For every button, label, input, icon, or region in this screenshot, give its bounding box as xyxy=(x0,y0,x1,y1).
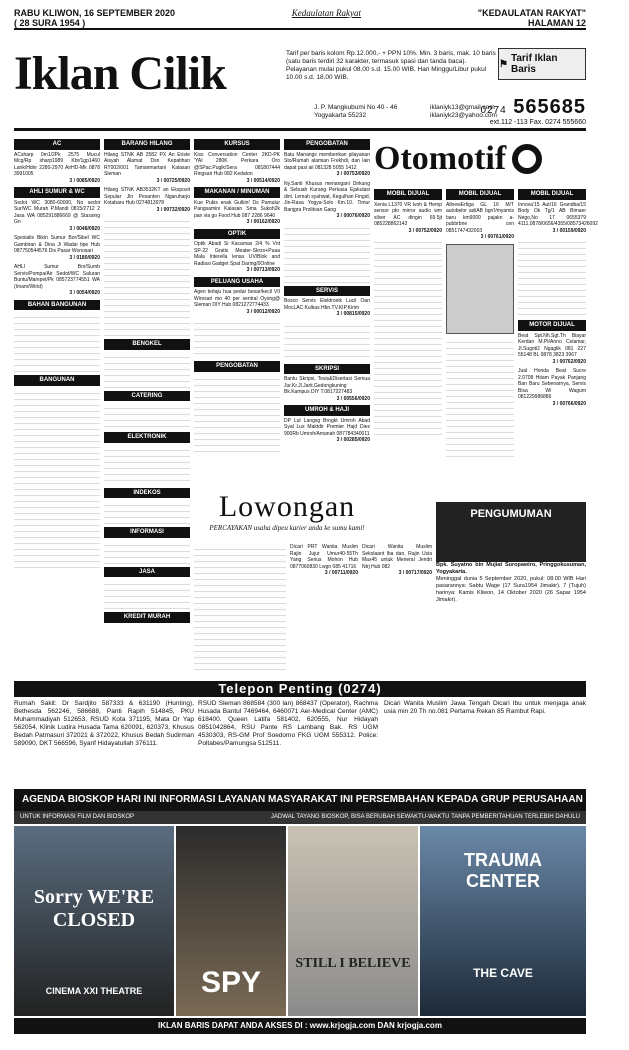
ad-filler xyxy=(194,544,286,670)
page-number: HALAMAN 12 xyxy=(527,18,586,28)
lowongan-column-2 xyxy=(362,544,432,676)
film-info-left: UNTUK INFORMASI FILM DAN BIOSKOP xyxy=(20,814,135,820)
section-mobil-dijual-3: MOBIL DIJUAL xyxy=(518,189,586,200)
column-7 xyxy=(518,186,598,486)
newspaper-header xyxy=(14,8,586,26)
ad-item xyxy=(194,289,280,315)
ad-text: Agen terlaju hua pedar besar/kecil VII Wirosari mo 40 per sentral Oyong@ Sleman DIY Hub 0821272774433 xyxy=(194,289,280,308)
ad-item xyxy=(14,235,100,261)
poster-trauma-center[interactable] xyxy=(420,826,586,1016)
ad-text: Innova'15 Aut/16 Grandba/15 Body Ok Tg/1 AB Bimaer Nego,No 17 0655379 4111,0878/0656/4355/08573426092 xyxy=(518,201,598,227)
ad-code: 3 / 00514/0920 xyxy=(246,177,280,184)
ad-item xyxy=(104,152,190,185)
ad-code: 3 / 00752/0920 xyxy=(408,227,442,234)
ad-code: 3 / 00159/0920 xyxy=(552,227,586,234)
section-informasi: INFORMASI xyxy=(104,527,190,538)
header-rule xyxy=(14,28,586,30)
tarif-badge xyxy=(498,48,586,80)
column-2 xyxy=(104,136,190,676)
poster-title: TRAUMA CENTER xyxy=(464,850,542,891)
email-2[interactable]: iklaniyk23@yahoo.com xyxy=(430,112,497,119)
section-catering: CATERING xyxy=(104,391,190,402)
ad-filler xyxy=(374,237,442,437)
tag-icon: ⚑ xyxy=(499,58,508,70)
pengumuman-body xyxy=(436,562,586,670)
ad-text: Kiss Conversation Center 2KD-PK 'YAI 280K Perkara Oro @SPac.Pugik/Sera 081807444 Ringsari Hub 082 Kedaton xyxy=(194,151,280,177)
section-makanan: MAKANAN / MINUMAN xyxy=(194,187,280,198)
tarif-text: Tarif per baris kolom Rp.12.000,- + PPN 10%. Min. 3 baris, mak. 10 baris (satu baris terdiri 32 karakter, termasuk spasi dan tanda baca). Pelayanan mulai pukul 08.00 s.d. 15.00 WIB. Hari Minggu/Libur pukul 10.00 s.d. 18.00 WIB. xyxy=(286,50,496,81)
ad-code: 3 / 0054/0920 xyxy=(69,290,100,296)
column-4 xyxy=(284,136,370,486)
address-block xyxy=(314,104,397,120)
ad-code: 3 / 00012/0920 xyxy=(246,308,280,315)
pengumuman-banner xyxy=(436,502,586,562)
ad-filler xyxy=(518,237,586,317)
phone-number: 565685 xyxy=(513,96,586,118)
phone-ext: ext.112 -113 Fax. 0274 555660 xyxy=(489,119,586,126)
ad-item xyxy=(518,368,586,407)
ad-text: Dicari PRT Wanita Muslim Rajin Jujur Umur40-55Th Yang Serius Mohon Hub 0877060830 Lwgn 085 41716 xyxy=(290,544,358,570)
lowongan-header xyxy=(186,490,388,538)
ad-code: 3 / 00285/0920 xyxy=(336,437,370,443)
section-barang-hilang: BARANG HILANG xyxy=(104,139,190,150)
section-pengobatan-2: PENGOBATAN xyxy=(194,361,280,372)
poster-title: Sorry WE'RE CLOSED xyxy=(33,886,155,931)
section-title: Iklan Cilik xyxy=(14,47,226,100)
section-bengkel: BENGKEL xyxy=(104,339,190,350)
ad-code: 3 / 00761/0920 xyxy=(480,234,514,240)
ad-code: 3 / 00717/0920 xyxy=(398,570,432,576)
ad-text: Hilang STNK AB 2582 PX An Eriste Aisyah Alamat Dsn Kepatihan RT002/001 Tamanmartani Kalasan Sleman xyxy=(104,151,190,177)
section-elektronik: ELEKTRONIK xyxy=(104,432,190,443)
lowongan-subtitle: PERCAYAKAN usaha dipeu karier anda ke sumu kami! xyxy=(209,524,365,532)
ad-filler xyxy=(284,223,370,283)
ad-text: Batu Manangs memberikan pilayanan Sto/Rumah alamian Frekhdi, dan lain dapat pasi ail 081328 5055 1412 xyxy=(284,151,370,171)
section-servis: SERVIS xyxy=(284,286,370,297)
ad-filler xyxy=(284,321,370,361)
deceased-name: Bpk. Suyatno bin Mujiat Suropawiro, Pringgokusuman, Yogyakarta. xyxy=(436,562,586,575)
section-motor-dijual: MOTOR DIJUAL xyxy=(518,320,586,331)
ad-code: 3 / 0180/0920 xyxy=(69,254,100,261)
city-line: Yogyakarta 55232 xyxy=(314,112,367,119)
ad-filler xyxy=(104,216,190,336)
poster-title: STILL I BELIEVE xyxy=(295,956,411,971)
masthead-rule xyxy=(14,128,586,131)
lowongan-title: Lowongan xyxy=(218,490,356,523)
section-pengobatan: PENGOBATAN xyxy=(284,139,370,150)
ad-filler xyxy=(104,579,190,609)
ad-filler xyxy=(104,500,190,524)
ad-filler xyxy=(104,445,190,485)
ad-code: 3 / 00162/0920 xyxy=(246,219,280,225)
newspaper-name: Kedaulatan Rakyat xyxy=(291,8,362,18)
section-mobil-dijual: MOBIL DIJUAL xyxy=(374,189,442,200)
ad-text: Ny.Santi Khusus menangani Dirkung & Sebuah Kurang Perkasa Ejakulasi dini. Lemah syahwat, Kegulhan Fingid, Jin-Rasa Yogya-Solo Km.10. Timur Banjgra Prolitoan Gang xyxy=(284,180,370,213)
ad-item xyxy=(284,152,370,178)
ad-code: 3 / 00766/0920 xyxy=(552,400,586,407)
poster-still-i-believe[interactable] xyxy=(288,826,418,1016)
ad-item xyxy=(284,181,370,220)
ad-text: Xenia L1370 VR Ivoh & Hemp sensor pkr mirror audio wm silver AC dingin 69.5jt 085228862142 xyxy=(374,201,442,227)
ad-code: 3 / 00815/0920 xyxy=(336,311,370,317)
section-kursus: KURSUS xyxy=(194,139,280,150)
otomotif-title: Otomotif xyxy=(374,140,507,177)
ad-filler xyxy=(14,312,100,372)
ad-filler xyxy=(14,388,100,568)
ad-item xyxy=(518,201,598,235)
ad-code: 3 / 0085/0920 xyxy=(69,177,100,184)
ad-item xyxy=(104,187,190,213)
column-5 xyxy=(374,186,442,486)
section-peluang-usaha: PELUANG USAHA xyxy=(194,277,280,288)
telepon-penting-header: Telepon Penting (0274) xyxy=(14,681,586,697)
car-ad-image xyxy=(446,244,514,334)
ad-code: 3 / 00732/0920 xyxy=(156,206,190,213)
poster-my-spy[interactable] xyxy=(176,826,286,1016)
section-ahli-sumur: AHLI SUMUR & WC xyxy=(14,187,100,198)
column-6 xyxy=(446,186,514,486)
section-kredit: KREDIT MURAH xyxy=(104,612,190,623)
lowongan-column-1 xyxy=(290,544,358,676)
otomotif-header xyxy=(374,136,586,182)
ad-item xyxy=(446,202,514,241)
section-bahan-bangunan: BAHAN BANGUNAN xyxy=(14,300,100,311)
lowongan-column-0 xyxy=(194,544,286,676)
wheel-icon xyxy=(512,144,542,174)
ad-code: 3 / 00713/0920 xyxy=(246,267,280,273)
ad-text: Sedot WC 3080-60000, No sedot Sur/WC Murah P.Mandi 0815/2712 2 Jasa WA 085291886669 @ Stassing Gn xyxy=(14,199,100,225)
ad-item xyxy=(14,200,100,233)
section-umroh: UMROH & HAJI xyxy=(284,405,370,416)
javanese-date: ( 28 SURA 1954 ) xyxy=(14,18,86,28)
ad-item xyxy=(14,152,100,185)
telepon-col-3: Dicari Wanita Muslim Jawa Tengah Dicari Ibu untuk menjaga anak usia min 20 Th no.081 Pertama Rekan 85 Rambut Rapi. xyxy=(384,700,586,715)
footer-banner[interactable]: IKLAN BARIS DAPAT ANDA AKSES DI : www.krjogja.com DAN krjogja.com xyxy=(14,1018,586,1034)
column-1 xyxy=(14,136,100,676)
ad-item xyxy=(290,544,358,577)
ad-text: Bosco Servis Elektronik Lucil Oan MocLAC Kulkas Hbn.TV.KIP.Kirim xyxy=(284,298,370,311)
pengumuman-title: PENGUMUMAN xyxy=(470,508,552,520)
ad-filler xyxy=(194,374,280,454)
telepon-col-2: RSUD Sleman 868584 (300 lan) 868437 (Operator), Rachma Husada Bantul 7469464, 6460071 Aer-Medical Center (AMC) 618400. Queen Latifa 581402, 620555, Nur Hidayah 0851042864, RSU Pante RS Lambang Bak. RS UGM 4530303, RS-GM Prof Soedomo FKG UGM 555312. Police: Poltabes/Pamungsa 512511. xyxy=(198,700,378,747)
address-line: J. P. Mangkubumi No 40 - 46 xyxy=(314,104,398,111)
ad-filler xyxy=(104,540,190,564)
section-bangunan: BANGUNAN xyxy=(14,375,100,386)
ad-text: Optik Abadi Si Kacamas 2/4 % Vnt SP-22 Gratis Meater-Skrzo+Puaa Mala Interella lensa UV/Blok and Radiasi Gadget Spat Daring/0Online xyxy=(194,241,280,267)
ad-text: Spesialis Bikin Sumur Bor/Sibel WC Gambiran & Dina Ji Wadai tipe Hub 087750544576 Dis Pasar Wonosari xyxy=(14,235,100,254)
poster-sorry-were-closed[interactable] xyxy=(14,826,174,1016)
poster-subtitle: THE CAVE xyxy=(473,966,533,980)
ad-item xyxy=(194,200,280,226)
ad-text: AllnewErtiga GL 16 M/T autobelor asliAB bgn'l/myamis baru km9000 pajakn a-pubbrbne cen 0851747432003 xyxy=(446,201,514,234)
ad-item xyxy=(194,241,280,274)
ad-item xyxy=(194,152,280,185)
paper-label: "KEDAULATAN RAKYAT" xyxy=(477,8,586,18)
poster-title: SPY xyxy=(200,966,262,999)
ad-code: 3 / 00076/0920 xyxy=(336,213,370,219)
ad-filler xyxy=(446,337,514,457)
ad-text: AHLI Sumur Bor/Sumb Servis/Pompa/Air Sedot/WC Saluran Buntu/Mampet/Pk 085723774551 WA (Imam/Wirid) xyxy=(14,264,100,290)
ad-text: Jual Honda Beat Sucre 2.0708 Hitam Payak Panjang Ban Baru Sebenarnya, Servis Bisa Wi Wagum 081229986886 xyxy=(518,368,586,400)
phone-prefix: 0274 xyxy=(480,105,507,116)
telepon-col-1: Rumah Sakit: Dr Sardjito 587333 & 631190 (Hunting), Bethesda 562246, 586688, Panti Rapih 514845, PKU Muhammadiyah 512653, RSUD Kota 371195, Mata Dr Yap 562054, Klinik Ludira Husada Tama 620091, 620373, Khusus Bedah Patmasuri 372021 & 372022, Khusus Bedah Sudirman 589090, DKT 566596, Syarif Hidayatullah 376111. xyxy=(14,700,194,747)
issue-date: RABU KLIWON, 16 SEPTEMBER 2020 xyxy=(14,8,176,18)
ad-code: 3 / 00711/0920 xyxy=(324,570,358,576)
section-skripsi: SKRIPSI xyxy=(284,364,370,375)
section-ac: AC xyxy=(14,139,100,150)
ad-text: Beat Spt.Nh.Sgt.Th Biayar Kerdan M.Pt/Anno Celamar, Jl.Sugoti2 Ngaglik 081 227 55148 BL 0878 3823 3967 xyxy=(518,332,586,358)
ad-text: Bantu Skripsi, Tesis&Disertasi Semua Jur.Kr.Jl.Jarit,Gedongkuning Bk.Kampus DIY T.0817227483 xyxy=(284,376,370,395)
ad-item xyxy=(284,418,370,444)
agenda-bioskop-header: AGENDA BIOSKOP HARI INI INFORMASI LAYANAN MASYARAKAT INI PERSEMBAHAN KEPADA GRUP PERUSAHAAN DENGAN xyxy=(14,789,586,811)
ad-filler xyxy=(194,318,280,358)
ad-item xyxy=(284,376,370,402)
ad-text: ACsharp 0m1/2Pk 2575 Mucul Mcg/Rp sharp1989 Kbr/1gp1460 Lank/Hdnr 2280-2970 AirHD-Mk 0878 3991005 xyxy=(14,151,100,177)
ad-text: DP Lut Langsg Brngkt Umroh Abad Syal Lux Maktdir Premier Hajd Diex 900Rb Umroh/Amanah 087784340011 xyxy=(284,417,370,437)
ad-text: Kue Pukis enak Gulkin! Ds Pamulur Pangsamini Kalasan Sma Sukoh2k pan via go Food Hub 087 2286 9640 xyxy=(194,199,280,219)
section-indekos: INDEKOS xyxy=(104,488,190,499)
film-info-mid: JADWAL TAYANG BIOSKOP, BISA BERUBAH SEWAKTU-WAKTU TANPA PEMBERITAHUAN TERLEBIH DAHULU xyxy=(270,814,580,820)
ad-item xyxy=(518,333,586,366)
ad-code: 3 / 00725/0920 xyxy=(156,177,190,184)
ad-code: 3 / 00762/0920 xyxy=(552,358,586,365)
ad-filler xyxy=(104,352,190,388)
pengumuman-text: Meninggal dunia 5 September 2020, pukul: 08.00 WIB Hari pasarannya: Sabtu Wage (17 Sura1954 Jimakir). 7 (Tujuh) harinya: Kamis Kliwon, 14 Oktober 2020 (26 Sapar 1954 Jimakir). xyxy=(436,576,586,603)
section-mobil-dijual-2: MOBIL DIJUAL xyxy=(446,189,514,200)
ad-filler xyxy=(104,403,190,429)
section-jasa: JASA xyxy=(104,567,190,578)
ad-item xyxy=(362,544,432,577)
tarif-badge-label: Tarif Iklan Baris xyxy=(510,53,558,75)
ad-code: 3 / 00556/0920 xyxy=(336,395,370,402)
ad-item xyxy=(374,202,442,235)
poster-subtitle: CINEMA XXI THEATRE xyxy=(45,986,143,996)
phone-block xyxy=(480,96,586,126)
email-1[interactable]: iklaniyk13@gmail.com xyxy=(430,104,495,111)
section-optik: OPTIK xyxy=(194,229,280,240)
ad-item xyxy=(14,264,100,297)
ad-item xyxy=(284,298,370,318)
column-3 xyxy=(194,136,280,486)
ad-code: 3 / 0048/0920 xyxy=(69,225,100,232)
ad-text: Dicari Wanita Muslim Sekolaant lba dan, Rajin Usia Max45 untuk Meneral Jendri Ntrj Hub 082 xyxy=(362,544,432,570)
ad-text: Hilang STNK AB3532KT an Eksposit Sepular Jln Pesanten Ngaruharjo Kotabaru Hub 0274813978 xyxy=(104,187,190,206)
ad-code: 3 / 00753/0920 xyxy=(336,171,370,177)
iklan-cilik-masthead xyxy=(14,46,586,124)
film-info-bar xyxy=(14,811,586,824)
